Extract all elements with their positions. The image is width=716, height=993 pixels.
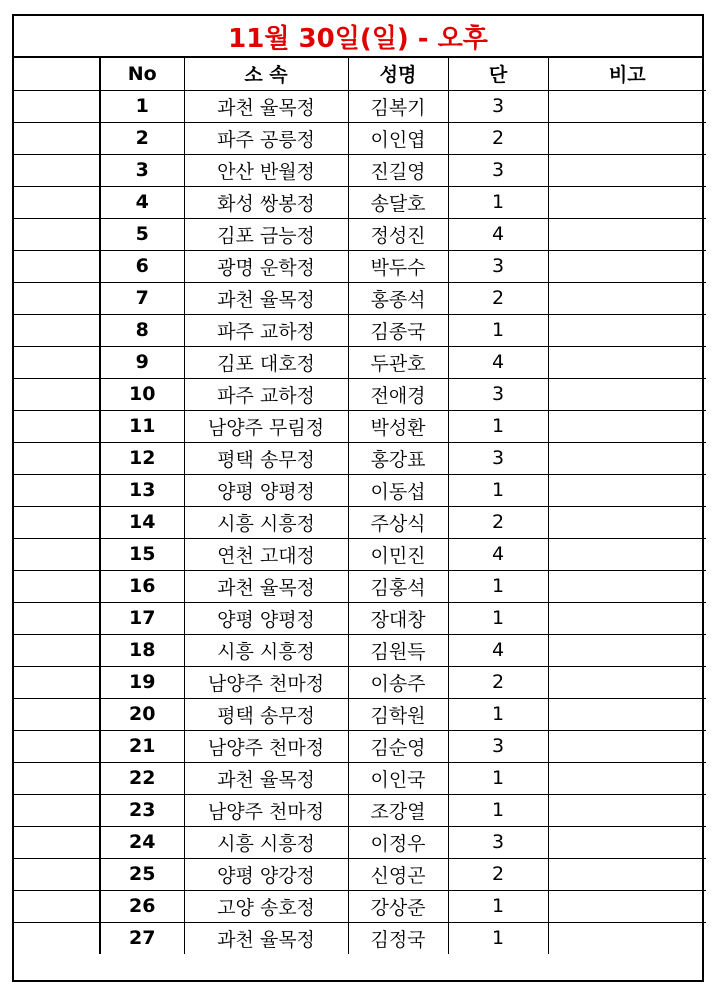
- table-row: [14, 90, 706, 122]
- table-row: [14, 922, 706, 954]
- header-affiliation: 소 속: [184, 58, 348, 90]
- cell-dan: 1: [448, 794, 548, 826]
- header-blank: [14, 58, 100, 90]
- cell-affiliation: 연천 고대정: [184, 538, 348, 570]
- table-row: [14, 474, 706, 506]
- cell-name: 박성환: [348, 410, 448, 442]
- cell-dan: 4: [448, 538, 548, 570]
- cell-no: 5: [100, 218, 184, 250]
- cell-blank: [14, 282, 100, 314]
- cell-blank: [14, 218, 100, 250]
- cell-no: 16: [100, 570, 184, 602]
- cell-name: 김종국: [348, 314, 448, 346]
- cell-dan: 1: [448, 602, 548, 634]
- cell-no: 20: [100, 698, 184, 730]
- cell-name: 주상식: [348, 506, 448, 538]
- cell-remark: [548, 922, 706, 954]
- cell-no: 13: [100, 474, 184, 506]
- cell-affiliation: 과천 율목정: [184, 762, 348, 794]
- cell-no: 9: [100, 346, 184, 378]
- cell-name: 김순영: [348, 730, 448, 762]
- cell-remark: [548, 314, 706, 346]
- cell-blank: [14, 186, 100, 218]
- cell-affiliation: 남양주 무림정: [184, 410, 348, 442]
- cell-remark: [548, 122, 706, 154]
- cell-name: 홍강표: [348, 442, 448, 474]
- cell-no: 27: [100, 922, 184, 954]
- header-name: 성명: [348, 58, 448, 90]
- cell-affiliation: 김포 금능정: [184, 218, 348, 250]
- cell-name: 진길영: [348, 154, 448, 186]
- cell-dan: 1: [448, 186, 548, 218]
- cell-blank: [14, 122, 100, 154]
- table-row: [14, 346, 706, 378]
- cell-no: 1: [100, 90, 184, 122]
- cell-remark: [548, 442, 706, 474]
- cell-blank: [14, 890, 100, 922]
- cell-dan: 1: [448, 474, 548, 506]
- cell-affiliation: 과천 율목정: [184, 922, 348, 954]
- cell-blank: [14, 826, 100, 858]
- cell-remark: [548, 890, 706, 922]
- table-row: [14, 154, 706, 186]
- sheet-title: 11월 30일(일) - 오후: [14, 16, 702, 58]
- cell-dan: 1: [448, 314, 548, 346]
- cell-name: 김복기: [348, 90, 448, 122]
- cell-blank: [14, 250, 100, 282]
- cell-affiliation: 파주 교하정: [184, 378, 348, 410]
- cell-affiliation: 과천 율목정: [184, 282, 348, 314]
- cell-no: 10: [100, 378, 184, 410]
- cell-remark: [548, 634, 706, 666]
- cell-remark: [548, 794, 706, 826]
- cell-affiliation: 고양 송호정: [184, 890, 348, 922]
- table-row: [14, 538, 706, 570]
- cell-no: 15: [100, 538, 184, 570]
- cell-affiliation: 김포 대호정: [184, 346, 348, 378]
- cell-remark: [548, 346, 706, 378]
- cell-dan: 2: [448, 666, 548, 698]
- cell-name: 이민진: [348, 538, 448, 570]
- cell-remark: [548, 826, 706, 858]
- cell-no: 7: [100, 282, 184, 314]
- table-row: [14, 698, 706, 730]
- cell-blank: [14, 698, 100, 730]
- cell-remark: [548, 730, 706, 762]
- cell-dan: 2: [448, 282, 548, 314]
- roster-sheet: [12, 14, 704, 982]
- cell-name: 두관호: [348, 346, 448, 378]
- cell-name: 홍종석: [348, 282, 448, 314]
- cell-blank: [14, 634, 100, 666]
- cell-blank: [14, 506, 100, 538]
- cell-no: 14: [100, 506, 184, 538]
- cell-dan: 4: [448, 346, 548, 378]
- cell-name: 조강열: [348, 794, 448, 826]
- cell-name: 이송주: [348, 666, 448, 698]
- cell-dan: 1: [448, 922, 548, 954]
- cell-name: 김홍석: [348, 570, 448, 602]
- table-row: [14, 730, 706, 762]
- cell-dan: 3: [448, 442, 548, 474]
- cell-dan: 4: [448, 218, 548, 250]
- cell-name: 박두수: [348, 250, 448, 282]
- cell-affiliation: 과천 율목정: [184, 570, 348, 602]
- table-row: [14, 634, 706, 666]
- cell-remark: [548, 602, 706, 634]
- cell-dan: 3: [448, 378, 548, 410]
- cell-name: 신영곤: [348, 858, 448, 890]
- cell-no: 23: [100, 794, 184, 826]
- roster-table: [14, 58, 706, 954]
- cell-affiliation: 과천 율목정: [184, 90, 348, 122]
- header-row: [14, 58, 706, 90]
- cell-remark: [548, 90, 706, 122]
- cell-no: 11: [100, 410, 184, 442]
- cell-blank: [14, 762, 100, 794]
- cell-no: 26: [100, 890, 184, 922]
- cell-remark: [548, 250, 706, 282]
- cell-no: 8: [100, 314, 184, 346]
- table-row: [14, 410, 706, 442]
- cell-no: 21: [100, 730, 184, 762]
- cell-name: 이동섭: [348, 474, 448, 506]
- cell-affiliation: 시흥 시흥정: [184, 634, 348, 666]
- cell-no: 2: [100, 122, 184, 154]
- cell-remark: [548, 154, 706, 186]
- cell-name: 송달호: [348, 186, 448, 218]
- table-row: [14, 602, 706, 634]
- cell-dan: 2: [448, 858, 548, 890]
- cell-blank: [14, 922, 100, 954]
- header-no: No: [100, 58, 184, 90]
- table-row: [14, 666, 706, 698]
- table-row: [14, 826, 706, 858]
- cell-dan: 1: [448, 762, 548, 794]
- table-row: [14, 570, 706, 602]
- cell-remark: [548, 474, 706, 506]
- cell-blank: [14, 378, 100, 410]
- cell-no: 18: [100, 634, 184, 666]
- cell-dan: 1: [448, 698, 548, 730]
- cell-dan: 3: [448, 250, 548, 282]
- cell-remark: [548, 858, 706, 890]
- cell-dan: 1: [448, 410, 548, 442]
- table-row: [14, 378, 706, 410]
- cell-no: 25: [100, 858, 184, 890]
- cell-remark: [548, 666, 706, 698]
- cell-affiliation: 양평 양평정: [184, 602, 348, 634]
- cell-affiliation: 평택 송무정: [184, 698, 348, 730]
- cell-remark: [548, 698, 706, 730]
- cell-blank: [14, 474, 100, 506]
- table-row: [14, 506, 706, 538]
- cell-remark: [548, 506, 706, 538]
- cell-affiliation: 양평 양평정: [184, 474, 348, 506]
- cell-no: 6: [100, 250, 184, 282]
- cell-remark: [548, 538, 706, 570]
- cell-dan: 1: [448, 570, 548, 602]
- cell-affiliation: 광명 운학정: [184, 250, 348, 282]
- table-row: [14, 762, 706, 794]
- cell-name: 전애경: [348, 378, 448, 410]
- cell-dan: 3: [448, 826, 548, 858]
- cell-no: 3: [100, 154, 184, 186]
- cell-no: 19: [100, 666, 184, 698]
- cell-name: 김학원: [348, 698, 448, 730]
- cell-remark: [548, 570, 706, 602]
- cell-no: 24: [100, 826, 184, 858]
- cell-blank: [14, 410, 100, 442]
- table-row: [14, 890, 706, 922]
- cell-dan: 3: [448, 90, 548, 122]
- cell-blank: [14, 442, 100, 474]
- roster-rows: [14, 90, 706, 954]
- cell-blank: [14, 154, 100, 186]
- cell-blank: [14, 346, 100, 378]
- cell-dan: 3: [448, 154, 548, 186]
- cell-name: 김원득: [348, 634, 448, 666]
- cell-remark: [548, 218, 706, 250]
- cell-blank: [14, 570, 100, 602]
- cell-affiliation: 양평 양강정: [184, 858, 348, 890]
- cell-blank: [14, 858, 100, 890]
- cell-name: 정성진: [348, 218, 448, 250]
- table-row: [14, 314, 706, 346]
- cell-no: 12: [100, 442, 184, 474]
- cell-affiliation: 남양주 천마정: [184, 794, 348, 826]
- cell-remark: [548, 762, 706, 794]
- cell-affiliation: 파주 공릉정: [184, 122, 348, 154]
- table-row: [14, 250, 706, 282]
- cell-remark: [548, 282, 706, 314]
- cell-blank: [14, 794, 100, 826]
- cell-name: 이인엽: [348, 122, 448, 154]
- cell-remark: [548, 378, 706, 410]
- table-row: [14, 794, 706, 826]
- table-row: [14, 442, 706, 474]
- cell-dan: 2: [448, 122, 548, 154]
- header-remark: 비고: [548, 58, 706, 90]
- cell-no: 4: [100, 186, 184, 218]
- table-row: [14, 282, 706, 314]
- cell-blank: [14, 730, 100, 762]
- cell-name: 장대창: [348, 602, 448, 634]
- cell-affiliation: 파주 교하정: [184, 314, 348, 346]
- cell-dan: 2: [448, 506, 548, 538]
- cell-affiliation: 안산 반월정: [184, 154, 348, 186]
- cell-no: 17: [100, 602, 184, 634]
- cell-remark: [548, 186, 706, 218]
- cell-affiliation: 남양주 천마정: [184, 666, 348, 698]
- cell-affiliation: 평택 송무정: [184, 442, 348, 474]
- cell-blank: [14, 314, 100, 346]
- header-dan: 단: [448, 58, 548, 90]
- cell-blank: [14, 538, 100, 570]
- cell-blank: [14, 602, 100, 634]
- cell-remark: [548, 410, 706, 442]
- cell-blank: [14, 90, 100, 122]
- cell-dan: 4: [448, 634, 548, 666]
- cell-name: 강상준: [348, 890, 448, 922]
- cell-name: 이인국: [348, 762, 448, 794]
- cell-dan: 3: [448, 730, 548, 762]
- table-row: [14, 218, 706, 250]
- cell-name: 이정우: [348, 826, 448, 858]
- cell-affiliation: 시흥 시흥정: [184, 506, 348, 538]
- cell-affiliation: 시흥 시흥정: [184, 826, 348, 858]
- cell-dan: 1: [448, 890, 548, 922]
- table-row: [14, 122, 706, 154]
- cell-affiliation: 화성 쌍봉정: [184, 186, 348, 218]
- cell-no: 22: [100, 762, 184, 794]
- cell-affiliation: 남양주 천마정: [184, 730, 348, 762]
- cell-name: 김정국: [348, 922, 448, 954]
- table-row: [14, 858, 706, 890]
- cell-blank: [14, 666, 100, 698]
- table-row: [14, 186, 706, 218]
